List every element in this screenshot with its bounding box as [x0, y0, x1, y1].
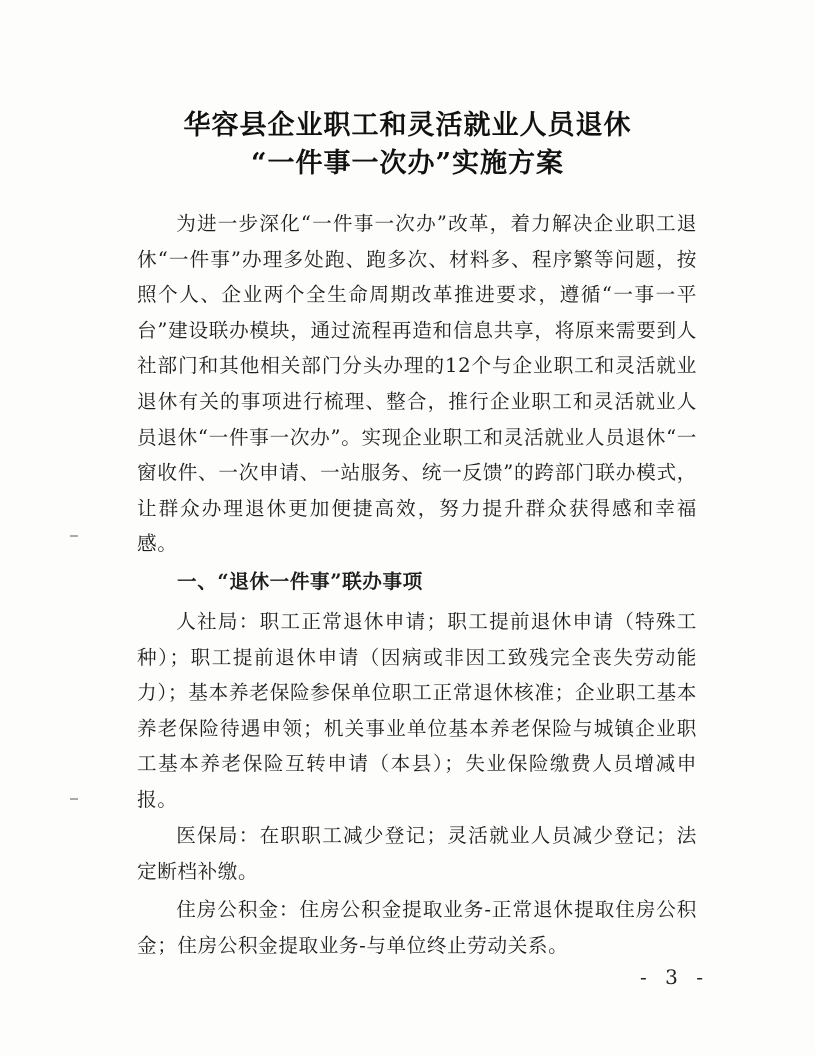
hr-bureau-paragraph: 人社局：职工正常退休申请；职工提前退休申请（特殊工种）；职工提前退休申请（因病或非因工致残完全丧失劳动能力）；基本养老保险参保单位职工正常退休核准；企业职工基本养老保险待遇申领；机关事业单位基本养老保险与城镇企业职工基本养老保险互转申请（本县）；失业保险缴费人员增减申报。	[137, 610, 697, 811]
document-title-line-1: 华容县企业职工和灵活就业人员退休	[183, 110, 632, 141]
document-title-line-2: “一件事一次办”实施方案	[250, 148, 565, 179]
intro-paragraph: 为进一步深化“一件事一次办”改革，着力解决企业职工退休“一件事”办理多处跑、跑多次、材料多、程序繁等问题，按照个人、企业两个全生命周期改革推进要求，遵循“一事一平台”建设联办模块，通过流程再造和信息共享，将原来需要到人社部门和其他相关部门分头办理的12个与企业职工和灵活就业退休有关的事项进行梳理、整合，推行企业职工和灵活就业人员退休“一件事一次办”。实现企业职工和灵活就业人员退休“一窗收件、一次申请、一站服务、统一反馈”的跨部门联办模式，让群众办理退休更加便捷高效，努力提升群众获得感和幸福感。	[137, 212, 697, 556]
scan-mark	[70, 535, 78, 537]
section-heading: 一、“退休一件事”联办事项	[177, 570, 423, 593]
page-number: - 3 -	[640, 965, 709, 989]
medical-insurance-paragraph: 医保局：在职职工减少登记；灵活就业人员减少登记；法定断档补缴。	[137, 824, 697, 883]
housing-fund-paragraph: 住房公积金：住房公积金提取业务-正常退休提取住房公积金；住房公积金提取业务-与单位终止劳动关系。	[137, 898, 697, 957]
scan-mark	[70, 798, 78, 800]
